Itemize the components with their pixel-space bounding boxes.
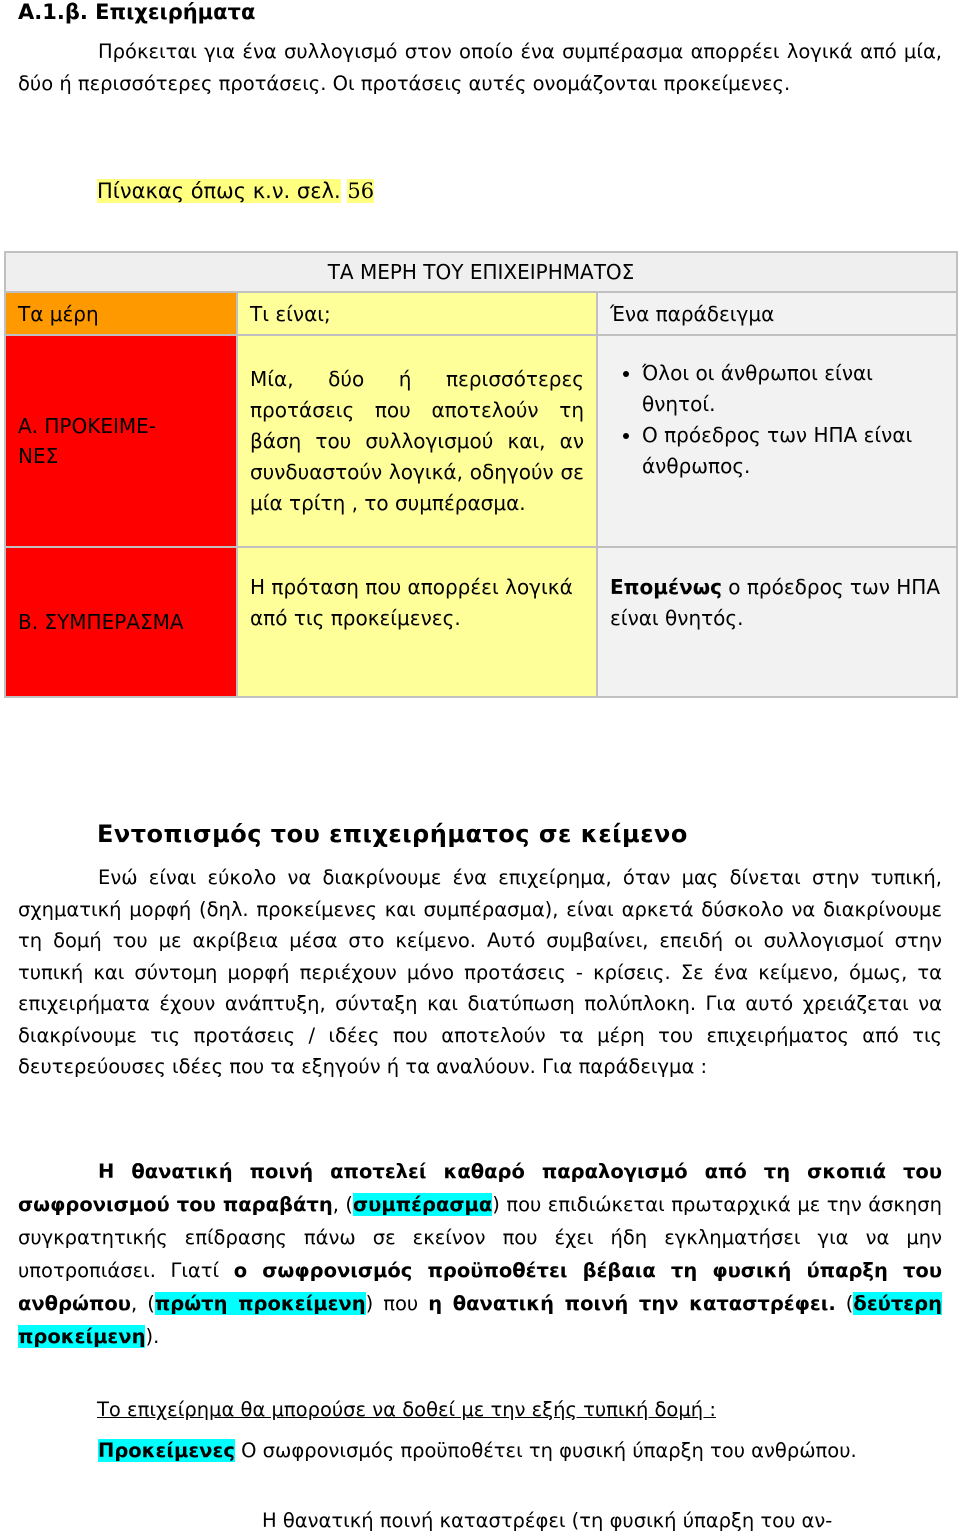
premise-1: Ο σωφρονισμός προϋποθέτει τη φυσική ύπαρξη του ανθρώπου. <box>241 1439 857 1462</box>
example-premise-item: • Όλοι οι άνθρωποι είναι θνητοί. <box>642 358 944 420</box>
intro-paragraph: Πρόκειται για ένα συλλογισμό στον οποίο ένα συμπέρασμα απορρέει λογικά από μία, δύο ή περισσότερες προτάσεις. Οι προτάσεις αυτές ονομάζονται προκείμενες. <box>18 40 942 95</box>
header-what: Τι είναι; <box>237 292 597 335</box>
part-premises-label: Α. ΠΡΟΚΕΙΜΕ-ΝΕΣ <box>18 414 156 468</box>
example-s2-mid: που <box>373 1292 429 1315</box>
tag-conclusion: συμπέρασμα <box>353 1193 493 1216</box>
part-premises <box>5 335 237 547</box>
example-premises <box>597 335 957 547</box>
example-conclusion <box>597 547 957 697</box>
premise-2: Η θανατική ποινή καταστρέφει (τη φυσική ύπαρξη του αν- <box>262 1509 833 1532</box>
locating-title: Εντοπισμός του επιχειρήματος σε κείμενο <box>97 820 688 848</box>
premises-label: Προκείμενες <box>98 1439 235 1462</box>
locating-example-label: Για παράδειγμα : <box>542 1055 708 1078</box>
locating-text: Ενώ είναι εύκολο να διακρίνουμε ένα επιχείρημα, όταν μας δίνεται στην τυπική, σχηματική μορφή (δηλ. προκείμενες και συμπέρασμα), είναι αρκετά δύσκολο να διακρίνουμε τη δομή του με ακρίβεια μέσα στο κείμενο. Αυτό συμβαίνει, επειδή οι συλλογισμοί στην τυπική και σύντομη μορφή περιέχουν μόνο προτάσεις - κρίσεις. Σε ένα κείμενο, όμως, τα επιχειρήματα έχουν ανάπτυξη, σύνταξη και διατύπωση πολύπλοκη. Για αυτό χρειάζεται να διακρίνουμε τις προτάσεις / ιδέες που αποτελούν τα μέρη του επιχειρήματος από τις δευτερεύουσες ιδέες που τα εξηγούν ή τα αναλύουν. <box>18 866 942 1078</box>
tag-first-premise: πρώτη προκείμενη <box>154 1292 366 1315</box>
table-reference-page: 56 <box>347 179 375 203</box>
parts-table <box>4 251 958 698</box>
what-conclusion: Η πρόταση που απορρέει λογικά από τις προκείμενες. <box>237 547 597 697</box>
example-conclusion-bold: Επομένως <box>610 575 722 599</box>
part-conclusion: Β. ΣΥΜΠΕΡΑΣΜΑ <box>5 547 237 697</box>
table-title: ΤΑ ΜΕΡΗ ΤΟΥ ΕΠΙΧΕΙΡΗΜΑΤΟΣ <box>5 252 957 292</box>
example-conclusion-text: ο πρόεδρος των ΗΠΑ είναι θνητός. <box>610 575 941 630</box>
typical-intro: Το επιχείρημα θα μπορούσε να δοθεί με την εξής τυπική δομή : <box>97 1398 716 1421</box>
locating-paragraph <box>18 862 942 1083</box>
example-paragraph: Η θανατική ποινή αποτελεί καθαρό παραλογισμό από τη σκοπιά του σωφρονισμού του παραβάτη, (συμπέρασμα) που επιδιώκεται πρωταρχικά με την άσκηση συγκρατητικής επίδρασης πάνω σε εκείνον που έχει ήδη εγκληματήσει για να μην υποτροπιάσει. Γιατί ο σωφρονισμός προϋποθέτει βέβαια τη φυσική ύπαρξη του ανθρώπου, (πρώτη προκείμενη) που η θανατική ποινή την καταστρέφει. (δεύτερη προκείμενη). <box>18 1160 942 1348</box>
typical-premises <box>18 1435 942 1467</box>
example-s3-bold: η θανατική ποινή την καταστρέφει. <box>428 1292 836 1315</box>
table-reference-text: Πίνακας όπως κ.ν. σελ. <box>97 179 341 203</box>
what-premises: Μία, δύο ή περισσότερες προτάσεις που αποτελούν τη βάση του συλλογισμού και, αν συνδυαστούν λογικά, οδηγούν σε μία τρίτη , το συμπέρασμα. <box>237 335 597 547</box>
tag-second-premise: δεύτερη προκείμενη <box>18 1292 942 1348</box>
example-premise-item: • Ο πρόεδρος των ΗΠΑ είναι άνθρωπος. <box>642 420 944 482</box>
header-example: Ένα παράδειγμα <box>597 292 957 335</box>
example-s1-rest: που επιδιώκεται πρωταρχικά με την άσκηση συγκρατητικής επίδρασης πάνω σε εκείνον που έχει ήδη εγκληματήσει για να μην υποτροπιάσει. Γιατί <box>18 1193 942 1282</box>
header-parts: Τα μέρη <box>5 292 237 335</box>
example-s2-bold: ο σωφρονισμός προϋποθέτει βέβαια τη φυσική ύπαρξη του ανθρώπου <box>18 1259 942 1315</box>
section-heading: Α.1.β. Επιχειρήματα <box>18 0 256 24</box>
example-s1-bold: Η θανατική ποινή αποτελεί καθαρό παραλογισμό από τη σκοπιά του σωφρονισμού του παραβάτη <box>18 1160 942 1216</box>
table-reference <box>97 176 374 206</box>
